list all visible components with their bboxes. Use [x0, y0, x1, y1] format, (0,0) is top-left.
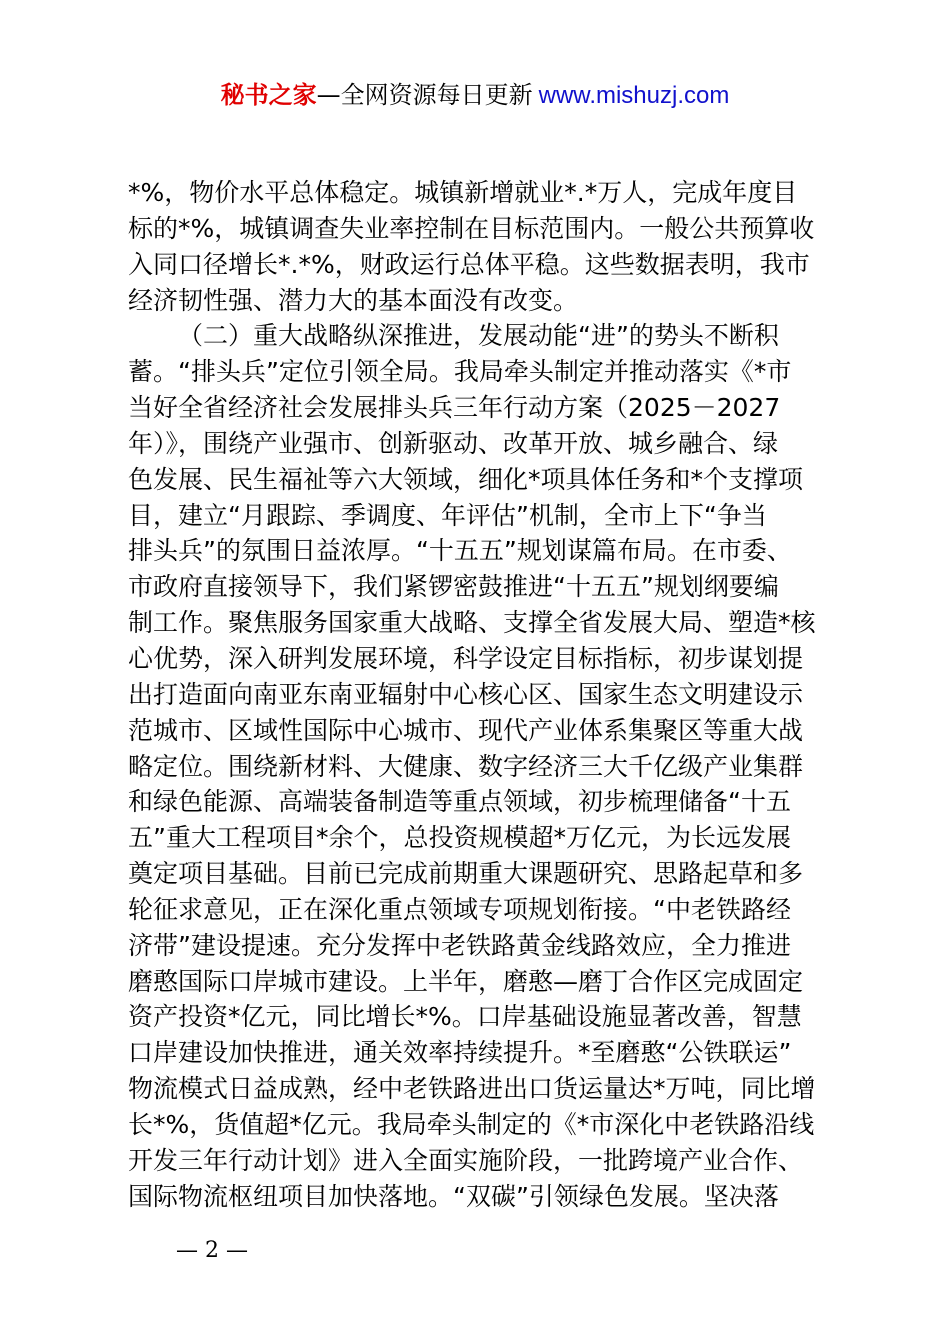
- text-line: 心优势，深入研判发展环境，科学设定目标指标，初步谋划提: [128, 643, 804, 673]
- text-line: 资产投资*亿元，同比增长*%。口岸基础设施显著改善，智慧: [128, 1002, 802, 1032]
- text-line: 口岸建设加快推进，通关效率持续提升。*至磨憨“公铁联运”: [128, 1038, 792, 1068]
- text-line: 年）》，围绕产业强市、创新驱动、改革开放、城乡融合、绿: [128, 428, 779, 458]
- text-line: 奠定项目基础。目前已完成前期重大课题研究、思路起草和多: [128, 859, 804, 889]
- text-line: 目，建立“月跟踪、季调度、年评估”机制，全市上下“争当: [128, 500, 767, 530]
- text-line: 长*%，货值超*亿元。我局牵头制定的《*市深化中老铁路沿线: [128, 1109, 815, 1139]
- text-line: 蓄。“排头兵”定位引领全局。我局牵头制定并推动落实《*市: [128, 357, 792, 387]
- text-line: 入同口径增长*.*%，财政运行总体平稳。这些数据表明，我市: [128, 249, 810, 279]
- text-line: 济带”建设提速。充分发挥中老铁路黄金线路效应，全力推进: [128, 930, 791, 960]
- document-body: [128, 175, 833, 1214]
- text-line: 五”重大工程项目*余个，总投资规模超*万亿元，为长远发展: [128, 823, 791, 853]
- text-line: 出打造面向南亚东南亚辐射中心核心区、国家生态文明建设示: [128, 679, 804, 709]
- site-url-link[interactable]: www.mishuzj.com: [538, 82, 730, 109]
- text-line: 排头兵”的氛围日益浓厚。“十五五”规划谋篇布局。在市委、: [128, 536, 792, 566]
- page-number: — 2 —: [176, 1238, 248, 1263]
- text-line: *%，物价水平总体稳定。城镇新增就业*.*万人，完成年度目: [128, 178, 798, 207]
- text-line: 市政府直接领导下，我们紧锣密鼓推进“十五五”规划纲要编: [128, 572, 779, 602]
- header-slogan: —全网资源每日更新: [316, 81, 533, 109]
- brand-name: 秘书之家: [220, 81, 317, 109]
- text-line: 色发展、民生福祉等六大领域，细化*项具体任务和*个支撑项: [128, 464, 804, 494]
- text-line: 物流模式日益成熟，经中老铁路进出口货运量达*万吨，同比增: [128, 1074, 816, 1104]
- text-line: 轮征求意见，正在深化重点领域专项规划衔接。“中老铁路经: [128, 894, 791, 924]
- site-header: [0, 78, 950, 113]
- text-line: 当好全省经济社会发展排头兵三年行动方案（2025－2027: [128, 393, 781, 423]
- text-line: 略定位。围绕新材料、大健康、数字经济三大千亿级产业集群: [128, 751, 804, 781]
- text-line: 国际物流枢纽项目加快落地。“双碳”引领绿色发展。坚决落: [128, 1181, 779, 1211]
- paragraph-start-line: （二）重大战略纵深推进，发展动能“进”的势头不断积: [178, 321, 779, 351]
- text-line: 和绿色能源、高端装备制造等重点领域，初步梳理储备“十五: [128, 787, 791, 817]
- text-line: 开发三年行动计划》进入全面实施阶段，一批跨境产业合作、: [128, 1145, 804, 1175]
- text-line: 范城市、区域性国际中心城市、现代产业体系集聚区等重大战: [128, 715, 804, 745]
- text-line: 制工作。聚焦服务国家重大战略、支撑全省发展大局、塑造*核: [128, 608, 816, 638]
- text-line: 标的*%，城镇调查失业率控制在目标范围内。一般公共预算收: [128, 213, 815, 243]
- text-line: 磨憨国际口岸城市建设。上半年，磨憨—磨丁合作区完成固定: [128, 966, 804, 996]
- text-line: 经济韧性强、潜力大的基本面没有改变。: [128, 285, 579, 315]
